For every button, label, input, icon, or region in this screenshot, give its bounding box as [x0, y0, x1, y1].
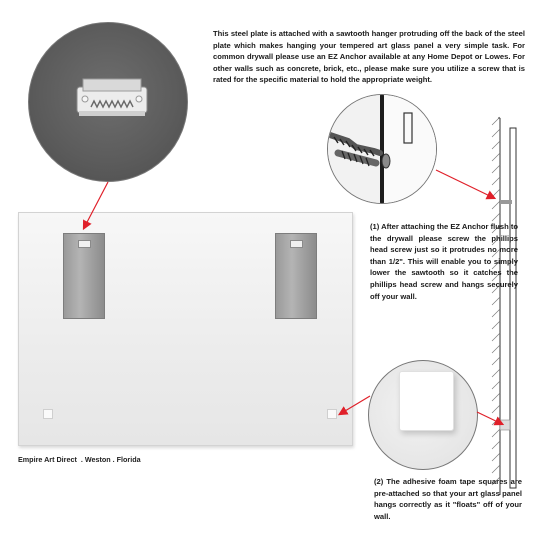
- step1-description: (1) After attaching the EZ Anchor flush to the drywall please screw the phillips head screw just so it protrudes no more than 1/2". This will enable you to simply lower the sawtooth so it catches the phillips head screw and hangs securely off your wall.: [370, 222, 518, 301]
- intro-description: This steel plate is attached with a sawtooth hanger protruding off the back of the steel plate which makes hanging your tempered art glass panel a very simple task. For common drywall please use an EZ Anchor available at any Home Depot or Lowes. For other walls such as concrete, brick, etc., please make sure you utilize a screw that is rated for the specific material to hold the appropriate weight.: [213, 29, 525, 85]
- arrow-foam-to-wall: [477, 412, 502, 424]
- company-label: Empire Art Direct . Weston . Florida: [18, 455, 141, 464]
- step2-description: (2) The adhesive foam tape squares are pre-attached so that your art glass panel hangs correctly as it "floats" off of your wall.: [374, 477, 522, 521]
- arrow-foam-to-pad: [340, 396, 370, 414]
- arrow-screw-to-wall: [436, 170, 494, 198]
- arrow-hanger-to-plate: [84, 182, 108, 228]
